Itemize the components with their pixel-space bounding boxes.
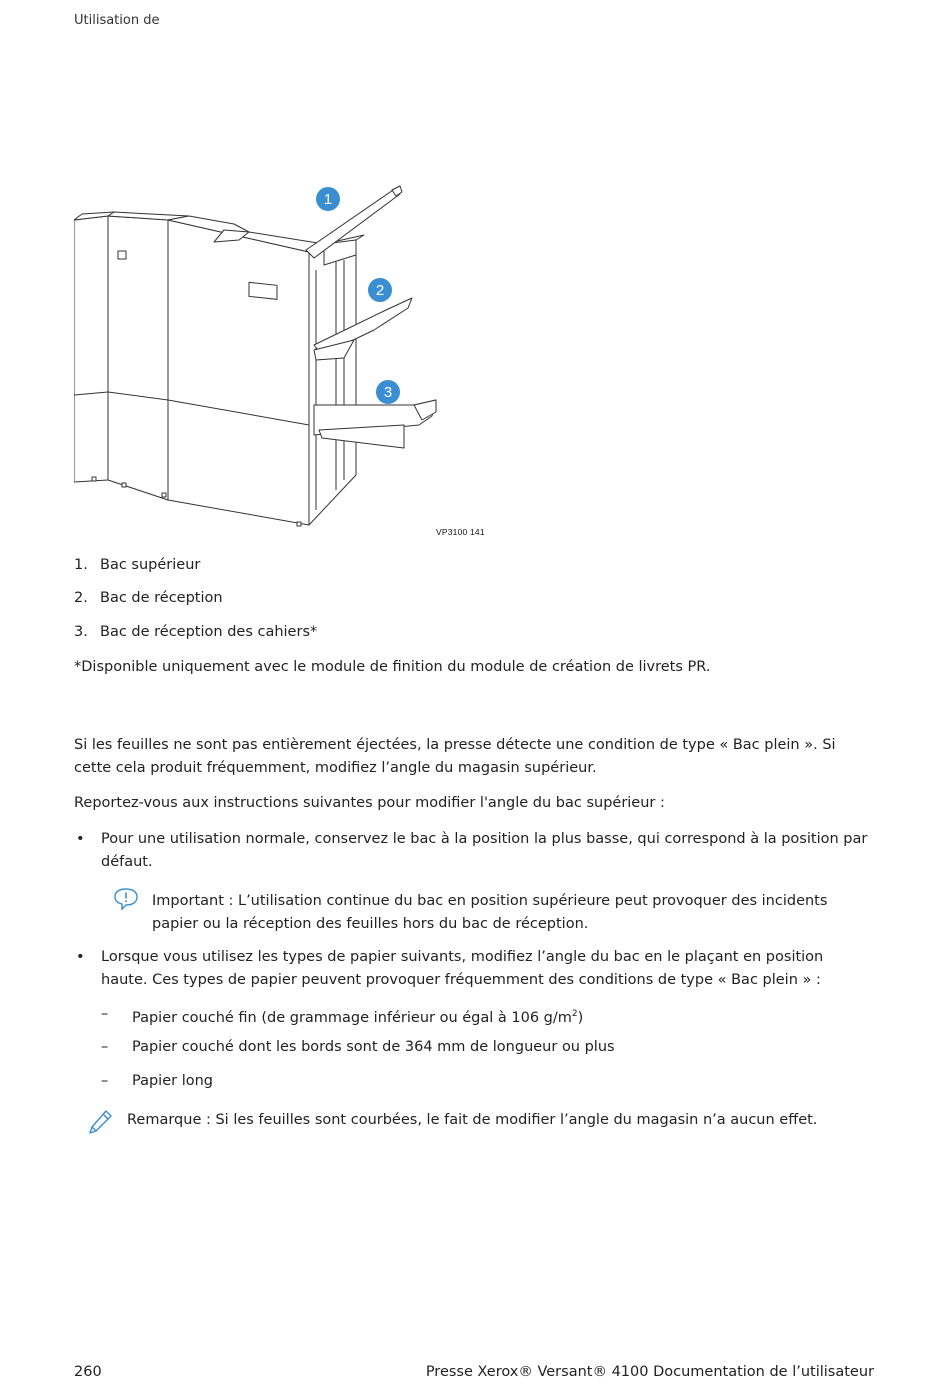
bullet-text: Lorsque vous utilisez les types de papier suivants, modifiez l’angle du bac en le plaçant en position haute. Ces types de papier peuvent provoquer fréquemment des conditions de type « Bac plein » : — [101, 949, 824, 988]
dash-item-text: Papier couché dont les bords sont de 364 mm de longueur ou plus — [132, 1039, 615, 1055]
bullet-dot: • — [76, 831, 85, 847]
list-item — [74, 587, 223, 610]
important-icon — [113, 887, 139, 911]
list-item — [74, 621, 317, 644]
pencil-note-icon — [86, 1108, 114, 1136]
list-label: Bac de réception des cahiers* — [100, 624, 318, 640]
list-label: Bac de réception — [100, 590, 223, 606]
dash-item-text: Papier couché fin (de grammage inférieur ou égal à 106 g/m — [132, 1009, 572, 1026]
callout-1-label: 1 — [323, 191, 333, 208]
list-number: 1. — [74, 557, 88, 573]
footnote: *Disponible uniquement avec le module de finition du module de création de livrets PR. — [74, 659, 711, 675]
dash-item-tail: ) — [577, 1009, 584, 1026]
paragraph-instructions: Reportez-vous aux instructions suivantes pour modifier l'angle du bac supérieur : — [74, 795, 665, 811]
list-number: 3. — [74, 624, 88, 640]
finisher-illustration — [74, 180, 494, 540]
dash-item — [132, 1003, 583, 1030]
document-title: Presse Xerox® Versant® 4100 Documentation de l’utilisateur — [425, 1364, 874, 1380]
callout-2-label: 2 — [375, 282, 385, 299]
bullet-text: Pour une utilisation normale, conservez le bac à la position la plus basse, qui correspond à la position par défaut. — [101, 831, 868, 870]
note-text: Remarque : Si les feuilles sont courbées, le fait de modifier l’angle du magasin n’a aucun effet. — [127, 1112, 818, 1128]
list-label: Bac supérieur — [100, 557, 201, 573]
list-item — [74, 554, 200, 577]
bullet-dot: • — [76, 949, 85, 965]
superscript: 2 — [571, 1009, 578, 1019]
running-header: Utilisation de — [74, 13, 160, 28]
dash-marker: – — [101, 1039, 109, 1055]
callout-3-label: 3 — [383, 384, 393, 401]
list-number: 2. — [74, 590, 88, 606]
dash-item-text: Papier long — [132, 1073, 213, 1089]
important-text: Important : L’utilisation continue du bac en position supérieure peut provoquer des incidents papier ou la réception des feuilles hors du bac de réception. — [152, 893, 828, 932]
page-number: 260 — [74, 1364, 102, 1380]
paragraph-intro: Si les feuilles ne sont pas entièrement éjectées, la presse détecte une condition de type « Bac plein ». Si cette cela produit fréquemment, modifiez l’angle du magasin supérieur. — [74, 737, 836, 776]
dash-marker: – — [101, 1006, 109, 1022]
figure-code: VP3100 141 — [436, 527, 485, 537]
dash-marker: – — [101, 1073, 109, 1089]
